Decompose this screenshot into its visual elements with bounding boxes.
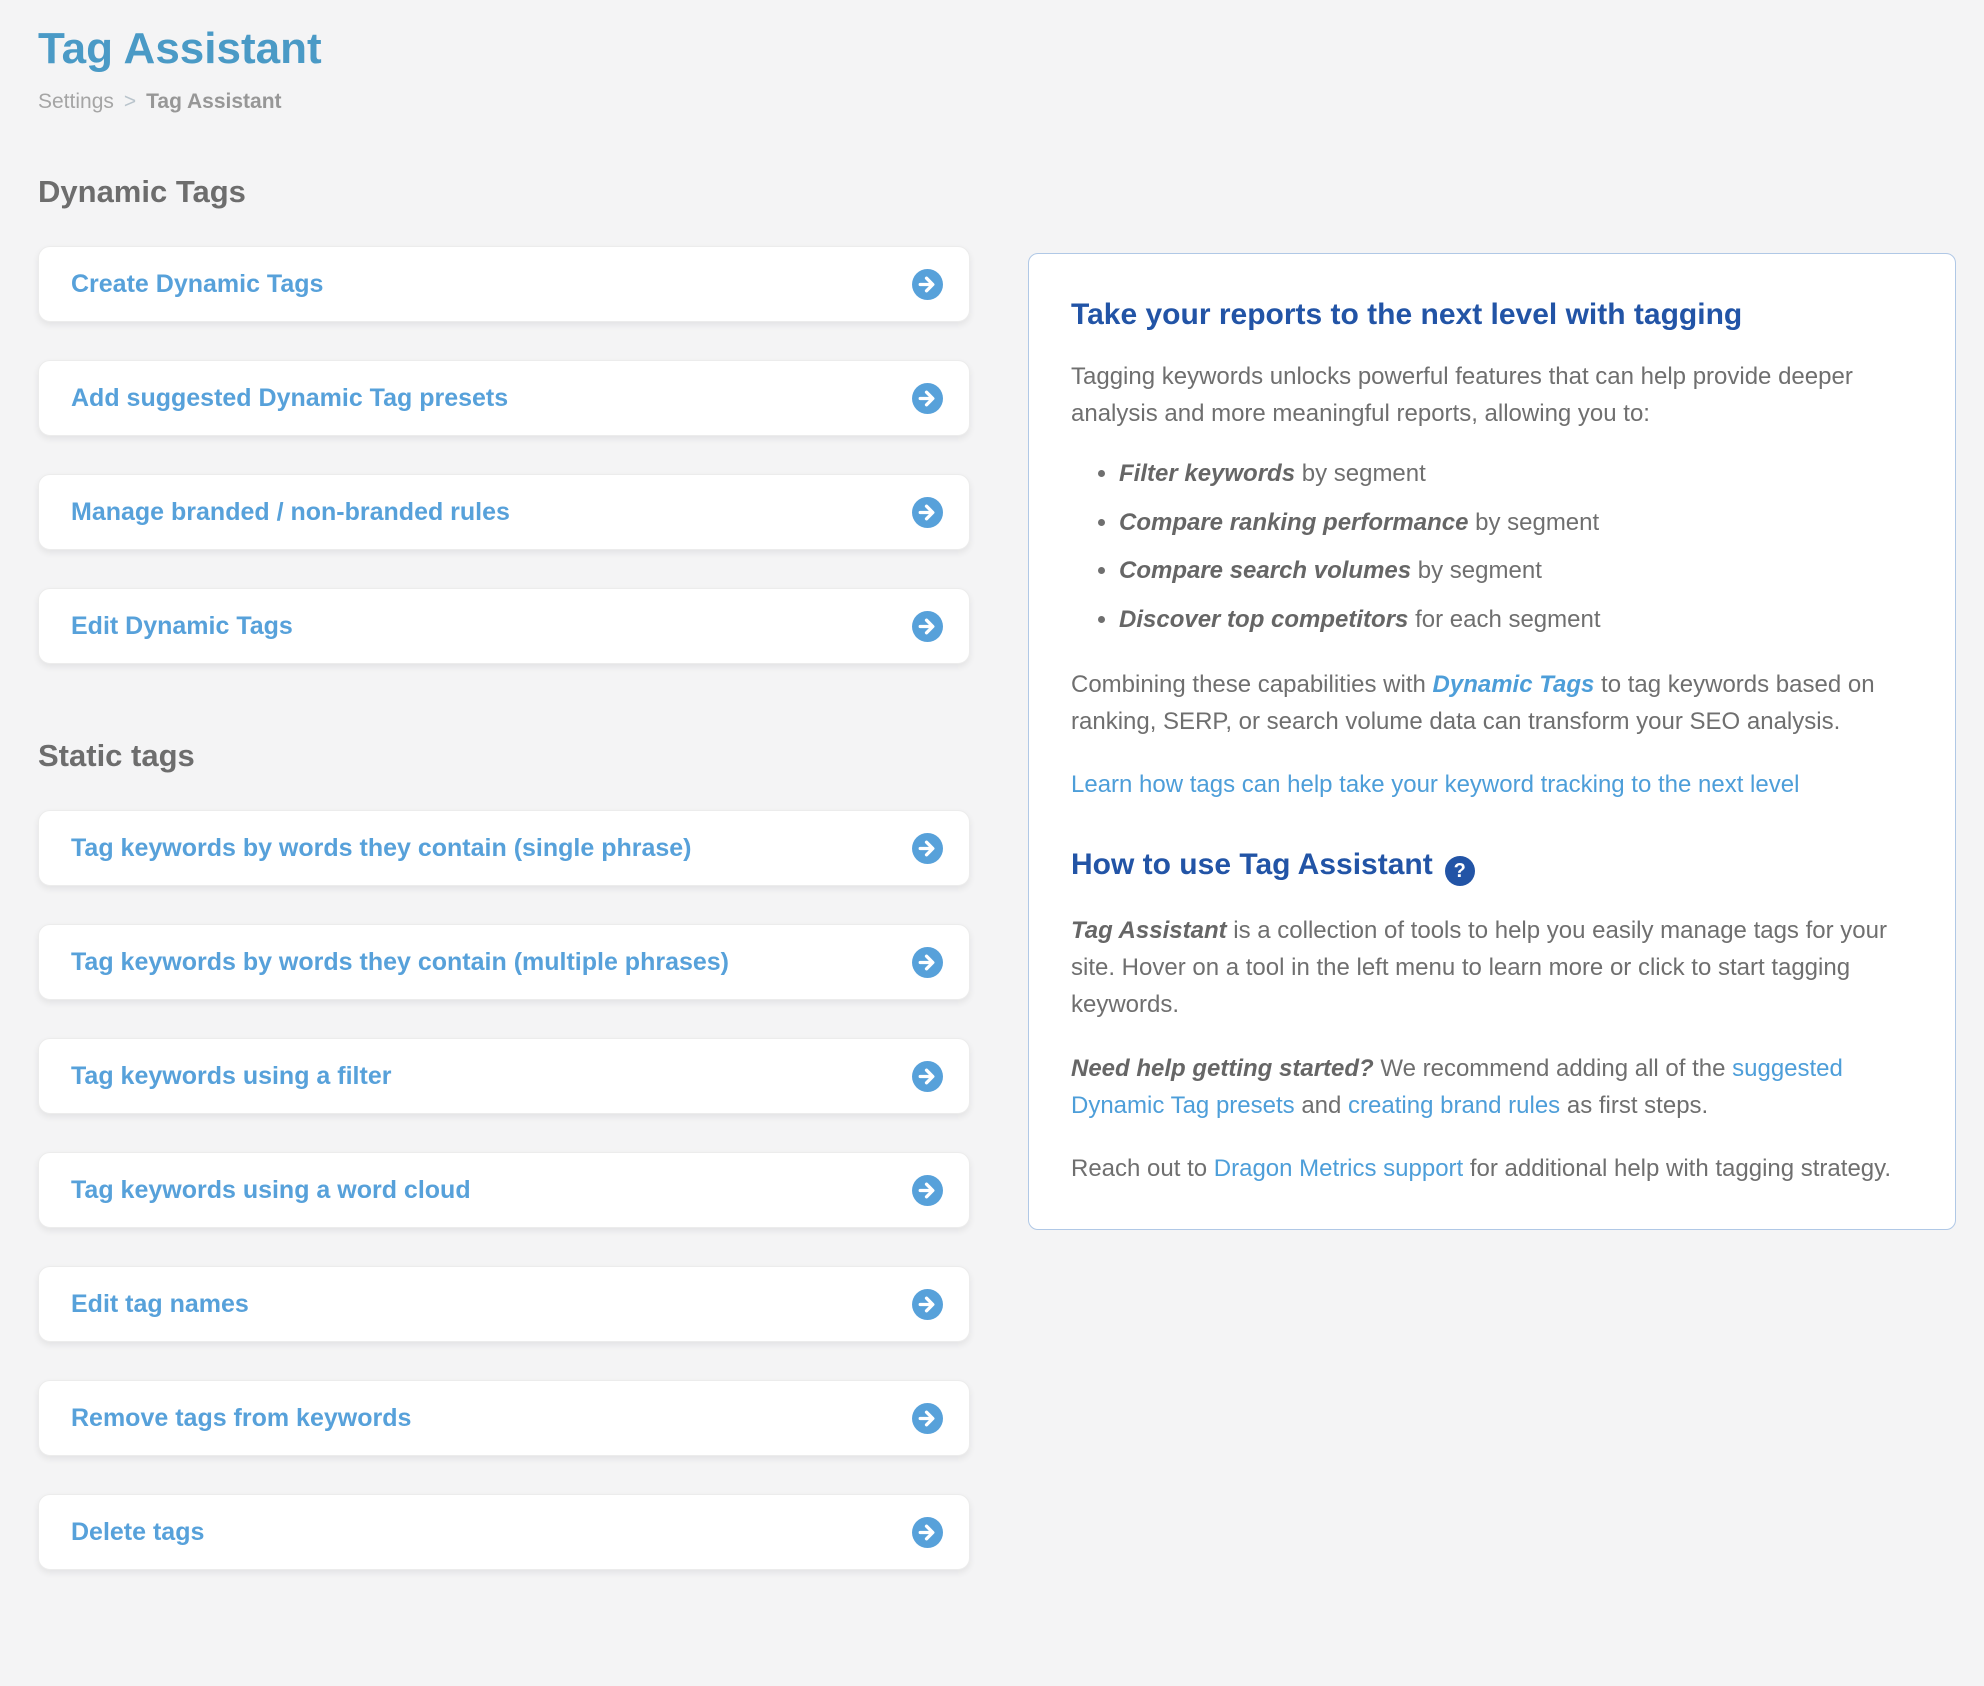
static-tags-tool-list	[38, 810, 970, 1570]
tool-button-tag-by-multiple-phrases[interactable]	[38, 924, 970, 1000]
howto-p2-mid1: We recommend adding all of the	[1373, 1054, 1733, 1082]
breadcrumb	[38, 90, 1958, 114]
support-link[interactable]: Dragon Metrics support	[1213, 1154, 1464, 1182]
content-area	[38, 174, 1958, 1570]
arrow-right-circle-icon	[912, 611, 943, 642]
arrow-right-circle-icon	[912, 497, 943, 528]
benefit-item	[1119, 458, 1913, 490]
panel-intro-lead: Tagging keywords unlocks powerful features that can help provide deeper analysis and more meaningful reports, allowing you to:	[1071, 363, 1853, 428]
combining-paragraph	[1071, 666, 1913, 740]
arrow-right-circle-icon	[912, 1175, 943, 1206]
tool-button-create-dynamic-tags[interactable]	[38, 246, 970, 322]
benefit-strong: Discover top competitors	[1119, 605, 1409, 633]
arrow-right-circle-icon	[912, 269, 943, 300]
tool-button-edit-tag-names[interactable]	[38, 1266, 970, 1342]
howto-p2-mid2: and	[1294, 1091, 1349, 1119]
combining-post: to tag keywords based on ranking, SERP, or search volume data can transform your SEO analysis.	[1071, 670, 1875, 736]
tool-button-label: Delete tags	[71, 1517, 205, 1546]
breadcrumb-separator: >	[123, 90, 137, 113]
arrow-right-circle-icon	[912, 1289, 943, 1320]
howto-p1-rest: is a collection of tools to help you easily manage tags for your site. Hover on a tool in the left menu to learn more or click to start tagging keywords.	[1071, 917, 1887, 1019]
breadcrumb-settings-link[interactable]: Settings	[38, 90, 114, 113]
arrow-right-circle-icon	[912, 383, 943, 414]
learn-more-link[interactable]: Learn how tags can help take your keyword tracking to the next level	[1071, 771, 1800, 799]
tool-button-label: Tag keywords by words they contain (single phrase)	[71, 833, 692, 862]
arrow-right-circle-icon	[912, 1403, 943, 1434]
tool-button-label: Tag keywords using a filter	[71, 1061, 392, 1090]
tool-button-label: Add suggested Dynamic Tag presets	[71, 383, 509, 412]
tool-button-manage-brand-rules[interactable]	[38, 474, 970, 550]
benefit-rest: by segment	[1411, 557, 1542, 585]
howto-heading-text: How to use Tag Assistant	[1071, 847, 1433, 881]
arrow-right-circle-icon	[912, 1517, 943, 1548]
tool-button-label: Edit Dynamic Tags	[71, 611, 293, 640]
help-icon[interactable]: ?	[1445, 856, 1475, 886]
dynamic-tags-tool-list	[38, 246, 970, 664]
howto-paragraph-1	[1071, 912, 1913, 1024]
dynamic-tags-section-heading: Dynamic Tags	[38, 174, 246, 209]
tool-button-delete-tags[interactable]	[38, 1494, 970, 1570]
info-column	[1028, 253, 1956, 1230]
static-tags-section-heading: Static tags	[38, 738, 195, 773]
benefit-item	[1119, 507, 1913, 539]
creating-brand-rules-link[interactable]: creating brand rules	[1348, 1091, 1561, 1119]
page-title: Tag Assistant	[38, 24, 322, 73]
tool-button-label: Tag keywords using a word cloud	[71, 1175, 471, 1204]
benefit-rest: by segment	[1468, 508, 1600, 536]
tool-button-label: Edit tag names	[71, 1289, 249, 1318]
arrow-right-circle-icon	[912, 833, 943, 864]
benefit-rest: for each segment	[1408, 605, 1601, 633]
combining-pre: Combining these capabilities with	[1071, 670, 1433, 698]
tag-assistant-strong: Tag Assistant	[1071, 917, 1227, 944]
howto-p2-post: as first steps.	[1560, 1091, 1709, 1119]
suggested-presets-link[interactable]: suggested Dynamic Tag presets	[1071, 1054, 1843, 1119]
howto-paragraph-2	[1071, 1050, 1913, 1124]
tool-button-label: Remove tags from keywords	[71, 1403, 412, 1432]
tool-button-label: Create Dynamic Tags	[71, 269, 324, 298]
info-panel	[1028, 253, 1956, 1230]
learn-more-paragraph	[1071, 766, 1913, 803]
tool-button-remove-tags[interactable]	[38, 1380, 970, 1456]
tool-button-label: Tag keywords by words they contain (multiple phrases)	[71, 947, 730, 976]
arrow-right-circle-icon	[912, 1061, 943, 1092]
benefit-item	[1119, 604, 1913, 636]
panel-intro-heading: Take your reports to the next level with tagging	[1071, 298, 1743, 331]
benefit-rest: by segment	[1295, 460, 1426, 488]
tool-button-tag-using-word-cloud[interactable]	[38, 1152, 970, 1228]
howto-p3-pre: Reach out to	[1071, 1154, 1214, 1182]
tool-menu	[38, 174, 970, 1570]
tool-button-add-suggested-presets[interactable]	[38, 360, 970, 436]
dynamic-tags-link[interactable]: Dynamic Tags	[1432, 670, 1595, 698]
tool-button-edit-dynamic-tags[interactable]	[38, 588, 970, 664]
benefit-strong: Filter keywords	[1119, 460, 1296, 488]
breadcrumb-current: Tag Assistant	[146, 90, 282, 113]
howto-heading	[1071, 848, 1913, 887]
benefit-strong: Compare ranking performance	[1119, 508, 1469, 536]
tool-button-tag-using-filter[interactable]	[38, 1038, 970, 1114]
benefit-strong: Compare search volumes	[1119, 557, 1412, 585]
howto-p3-post: for additional help with tagging strategy.	[1463, 1154, 1892, 1182]
benefit-item	[1119, 555, 1913, 587]
tool-button-label: Manage branded / non-branded rules	[71, 497, 510, 526]
arrow-right-circle-icon	[912, 947, 943, 978]
need-help-strong: Need help getting started?	[1071, 1054, 1374, 1082]
howto-paragraph-3	[1071, 1150, 1913, 1187]
benefits-list	[1071, 458, 1913, 636]
tool-button-tag-by-single-phrase[interactable]	[38, 810, 970, 886]
